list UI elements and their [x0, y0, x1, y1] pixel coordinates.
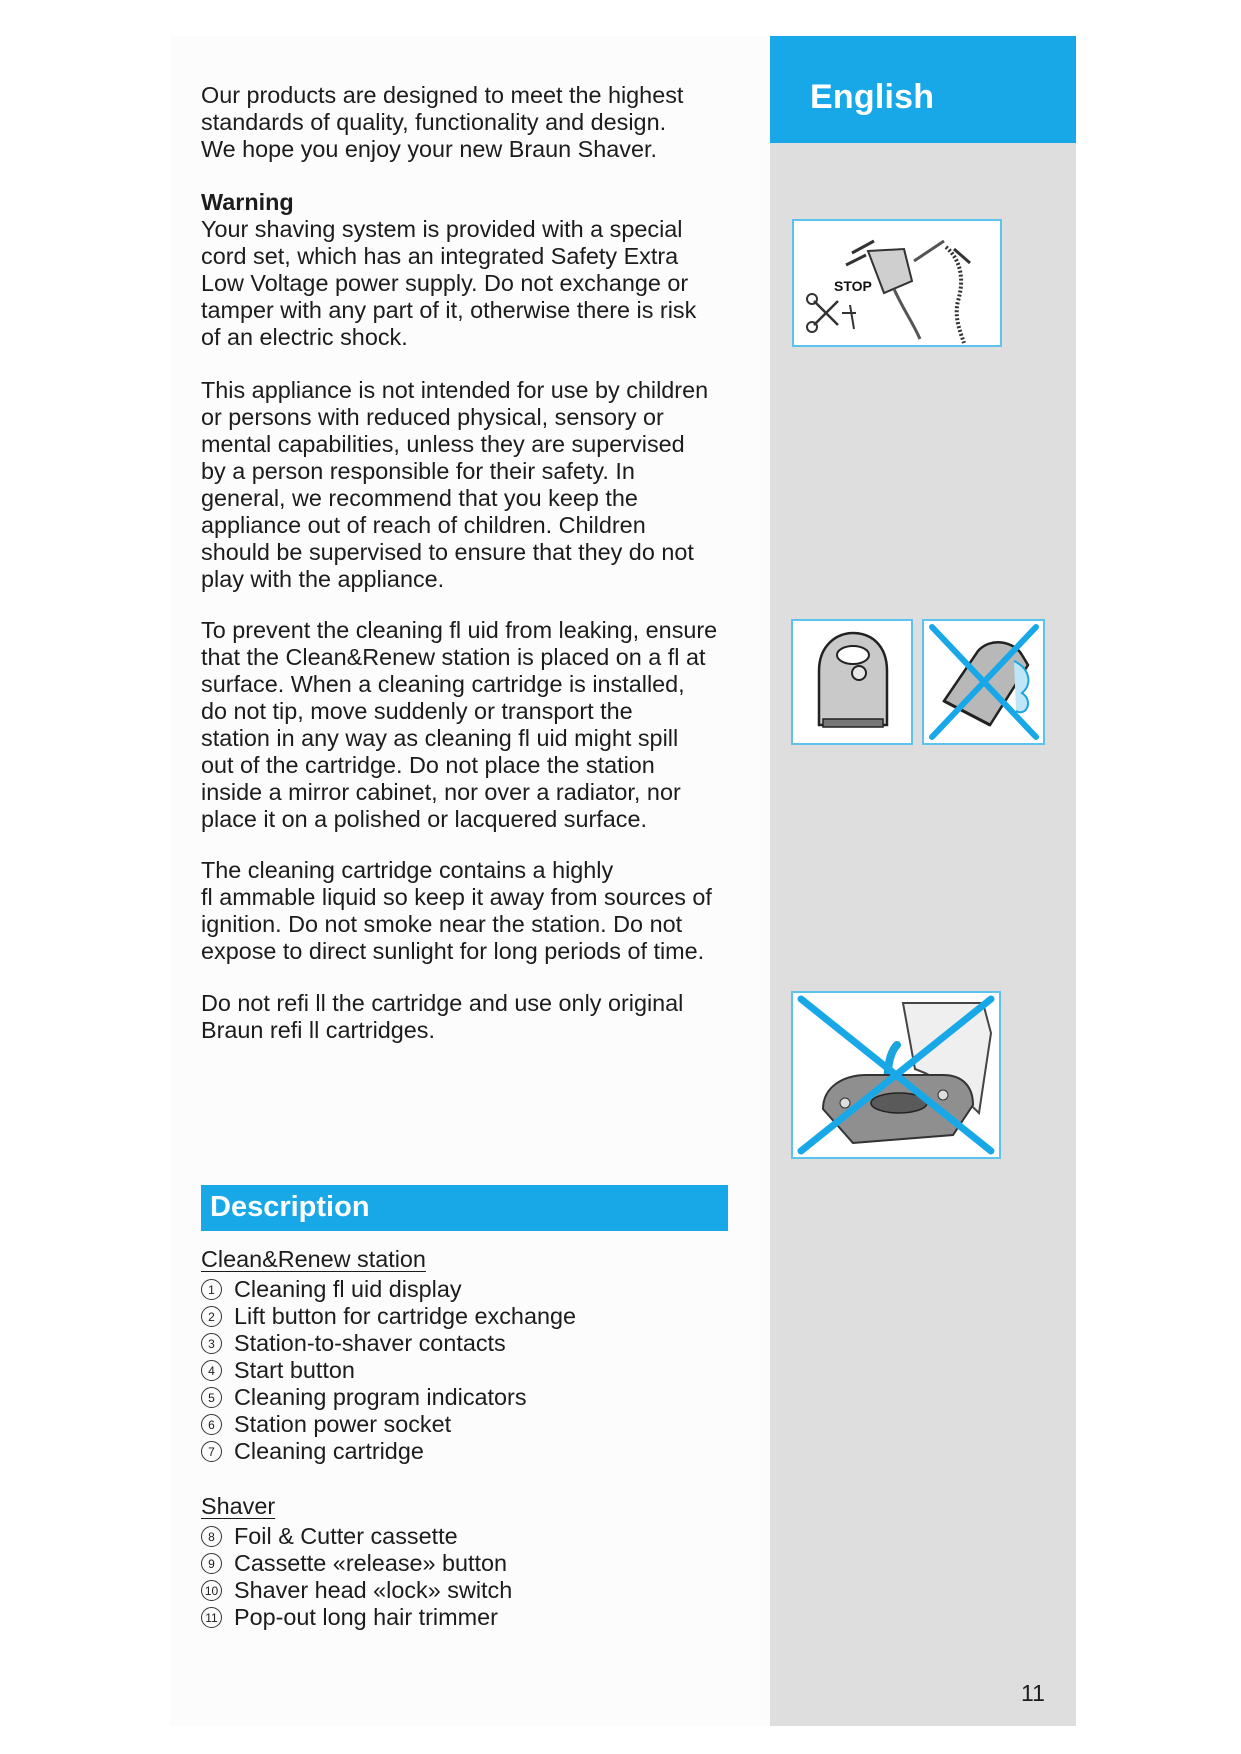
item-text: Cleaning program indicators — [234, 1384, 527, 1410]
item-number: 2 — [201, 1306, 222, 1327]
station-parts-list — [201, 1276, 576, 1465]
text-line: appliance out of reach of children. Children — [201, 512, 646, 538]
text-line: ignition. Do not smoke near the station. Do not — [201, 911, 683, 937]
warning-section — [201, 189, 746, 351]
item-number: 9 — [201, 1553, 222, 1574]
page-number: 11 — [1021, 1680, 1045, 1706]
cord-set-figure — [792, 219, 1002, 347]
item-text: Pop-out long hair trimmer — [234, 1604, 498, 1630]
item-number: 10 — [201, 1580, 222, 1601]
cleaning-fluid-paragraph — [201, 617, 746, 833]
text-line: by a person responsible for their safety. In — [201, 458, 635, 484]
list-item — [201, 1330, 576, 1357]
item-text: Station power socket — [234, 1411, 452, 1437]
text-line: out of the cartridge. Do not place the station — [201, 752, 655, 778]
item-text: Cleaning cartridge — [234, 1438, 424, 1464]
text-line: To prevent the cleaning fl uid from leaking, ensure — [201, 617, 718, 643]
language-tab-label: English — [810, 78, 935, 116]
children-paragraph — [201, 377, 746, 593]
item-number: 7 — [201, 1441, 222, 1462]
text-line: of an electric shock. — [201, 324, 408, 350]
language-tab — [770, 36, 1076, 143]
list-item — [201, 1550, 512, 1577]
item-number: 11 — [201, 1607, 222, 1628]
item-text: Station-to-shaver contacts — [234, 1330, 506, 1356]
text-line: cord set, which has an integrated Safety Extra — [201, 243, 679, 269]
stop-label: STOP — [834, 278, 872, 294]
text-line: or persons with reduced physical, sensory or — [201, 404, 664, 430]
item-text: Foil & Cutter cassette — [234, 1523, 458, 1549]
description-header — [201, 1185, 728, 1231]
text-line: We hope you enjoy your new Braun Shaver. — [201, 136, 657, 162]
item-number: 3 — [201, 1333, 222, 1354]
list-item — [201, 1577, 512, 1604]
text-line: fl ammable liquid so keep it away from sources of — [201, 884, 712, 910]
text-line: general, we recommend that you keep the — [201, 485, 638, 511]
station-upright-figure — [791, 619, 913, 745]
flammable-paragraph — [201, 857, 746, 965]
text-line: mental capabilities, unless they are supervised — [201, 431, 685, 457]
text-line: Your shaving system is provided with a special — [201, 216, 683, 242]
station-tipped-figure — [922, 619, 1045, 745]
list-item — [201, 1604, 512, 1631]
text-line: This appliance is not intended for use by children — [201, 377, 709, 403]
list-item — [201, 1276, 576, 1303]
text-line: station in any way as cleaning fl uid might spill — [201, 725, 679, 751]
list-item — [201, 1357, 576, 1384]
list-item — [201, 1411, 576, 1438]
text-line: Low Voltage power supply. Do not exchange or — [201, 270, 689, 296]
text-line: play with the appliance. — [201, 566, 445, 592]
text-line: surface. When a cleaning cartridge is installed, — [201, 671, 685, 697]
cord-set-illustration — [794, 221, 1000, 345]
item-number: 6 — [201, 1414, 222, 1435]
text-line: expose to direct sunlight for long periods of time. — [201, 938, 705, 964]
list-item — [201, 1384, 576, 1411]
item-number: 8 — [201, 1526, 222, 1547]
list-item — [201, 1438, 576, 1465]
shaver-parts-list — [201, 1523, 512, 1631]
text-line: The cleaning cartridge contains a highly — [201, 857, 614, 883]
item-number: 1 — [201, 1279, 222, 1300]
text-line: inside a mirror cabinet, nor over a radiator, nor — [201, 779, 681, 805]
description-title: Description — [210, 1191, 370, 1223]
list-item — [201, 1303, 576, 1330]
intro-paragraph — [201, 82, 746, 163]
text-line: should be supervised to ensure that they do not — [201, 539, 694, 565]
text-line: Braun refi ll cartridges. — [201, 1017, 435, 1043]
text-line: that the Clean&Renew station is placed on a fl at — [201, 644, 706, 670]
text-line: place it on a polished or lacquered surface. — [201, 806, 647, 832]
refill-paragraph — [201, 990, 746, 1044]
no-refill-figure — [791, 991, 1001, 1159]
item-number: 5 — [201, 1387, 222, 1408]
station-tipped-illustration — [924, 621, 1043, 743]
list-item — [201, 1523, 512, 1550]
text-line: do not tip, move suddenly or transport the — [201, 698, 633, 724]
item-text: Lift button for cartridge exchange — [234, 1303, 576, 1329]
no-refill-illustration — [793, 993, 999, 1157]
item-text: Cassette «release» button — [234, 1550, 508, 1576]
item-number: 4 — [201, 1360, 222, 1381]
warning-heading: Warning — [201, 189, 294, 215]
station-upright-illustration — [793, 621, 911, 743]
text-line: Our products are designed to meet the highest — [201, 82, 684, 108]
text-line: standards of quality, functionality and design. — [201, 109, 667, 135]
shaver-heading: Shaver — [201, 1493, 276, 1519]
station-heading: Clean&Renew station — [201, 1246, 426, 1272]
item-text: Cleaning fl uid display — [234, 1276, 462, 1302]
item-text: Shaver head «lock» switch — [234, 1577, 513, 1603]
text-line: Do not refi ll the cartridge and use only original — [201, 990, 684, 1016]
item-text: Start button — [234, 1357, 355, 1383]
text-line: tamper with any part of it, otherwise there is risk — [201, 297, 697, 323]
